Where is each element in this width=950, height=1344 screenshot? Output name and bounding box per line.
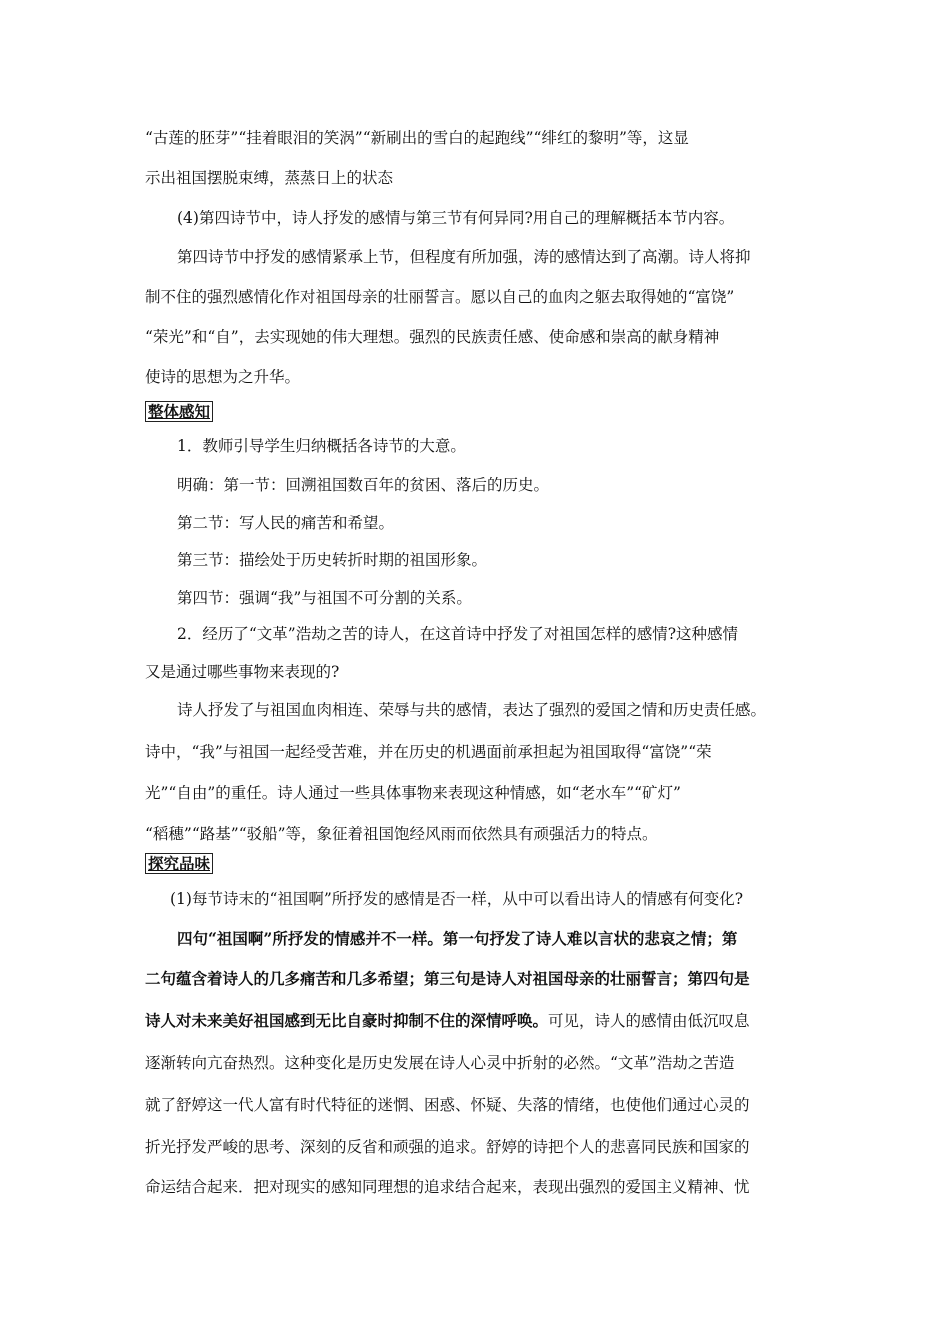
paragraph-line: 光”“自由”的重任。诗人通过一些具体事物来表现这种情感，如“老水车”“矿灯”	[145, 784, 681, 802]
paragraph-line: 逐渐转向亢奋热烈。这种变化是历史发展在诗人心灵中折射的必然。“文革”浩劫之苦造	[145, 1054, 735, 1072]
list-item: 第三节：描绘处于历史转折时期的祖国形象。	[177, 551, 488, 569]
paragraph-line: 制不住的强烈感情化作对祖国母亲的壮丽誓言。愿以自己的血肉之躯去取得她的“富饶”	[145, 288, 735, 306]
paragraph-line: 命运结合起来．把对现实的感知同理想的追求结合起来，表现出强烈的爱国主义精神、忧	[145, 1178, 750, 1196]
list-item: 1．教师引导学生归纳概括各诗节的大意。	[177, 437, 466, 455]
section-heading: 整体感知	[145, 401, 213, 422]
paragraph-line: 诗中，“我”与祖国一起经受苦难，并在历史的机遇面前承担起为祖国取得“富饶”“荣	[145, 743, 712, 761]
list-item: 第四节：强调“我”与祖国不可分割的关系。	[177, 589, 472, 607]
paragraph-line: 诗人抒发了与祖国血肉相连、荣辱与共的感情，表达了强烈的爱国之情和历史责任感。	[177, 701, 767, 719]
section-heading: 探究品味	[145, 853, 213, 874]
bold-paragraph-line: 四句“祖国啊”所抒发的情感并不一样。第一句抒发了诗人难以言状的悲哀之情；第	[177, 929, 738, 948]
list-item: 第二节：写人民的痛苦和希望。	[177, 514, 395, 532]
paragraph-line: 使诗的思想为之升华。	[145, 368, 301, 386]
paragraph-line: 折光抒发严峻的思考、深刻的反省和顽强的追求。舒婷的诗把个人的悲喜同民族和国家的	[145, 1138, 750, 1156]
paragraph-line: “古莲的胚芽”“挂着眼泪的笑涡”“新刷出的雪白的起跑线”“绯红的黎明”等，这显	[145, 129, 689, 147]
normal-text: 可见，诗人的感情由低沉叹息	[548, 1012, 750, 1030]
paragraph-line: “荣光”和“自”，去实现她的伟大理想。强烈的民族责任感、使命感和崇高的献身精神	[145, 328, 720, 346]
question-line: (1)每节诗末的“祖国啊”所抒发的感情是否一样，从中可以看出诗人的情感有何变化?	[170, 890, 744, 908]
paragraph-line: 示出祖国摆脱束缚，蒸蒸日上的状态	[145, 169, 394, 187]
paragraph-line: 第四诗节中抒发的感情紧承上节，但程度有所加强，涛的感情达到了高潮。诗人将抑	[177, 248, 751, 266]
paragraph-line: 就了舒婷这一代人富有时代特征的迷惘、困惑、怀疑、失落的情绪，也使他们通过心灵的	[145, 1096, 750, 1114]
bold-paragraph-line: 二句蕴含着诗人的几多痛苦和几多希望；第三句是诗人对祖国母亲的壮丽誓言；第四句是	[145, 969, 750, 988]
list-item: 2．经历了“文革”浩劫之苦的诗人，在这首诗中抒发了对祖国怎样的感情?这种感情	[177, 625, 739, 643]
paragraph-line: “稻穗”“路基”“驳船”等，象征着祖国饱经风雨而依然具有顽强活力的特点。	[145, 825, 658, 843]
question-line: (4)第四诗节中，诗人抒发的感情与第三节有何异同?用自己的理解概括本节内容。	[177, 209, 735, 227]
list-item: 又是通过哪些事物来表现的?	[145, 663, 340, 681]
mixed-paragraph-line	[145, 1011, 750, 1031]
bold-text: 诗人对未来美好祖国感到无比自豪时抑制不住的深情呼唤。	[145, 1011, 549, 1030]
list-item: 明确：第一节：回溯祖国数百年的贫困、落后的历史。	[177, 476, 550, 494]
